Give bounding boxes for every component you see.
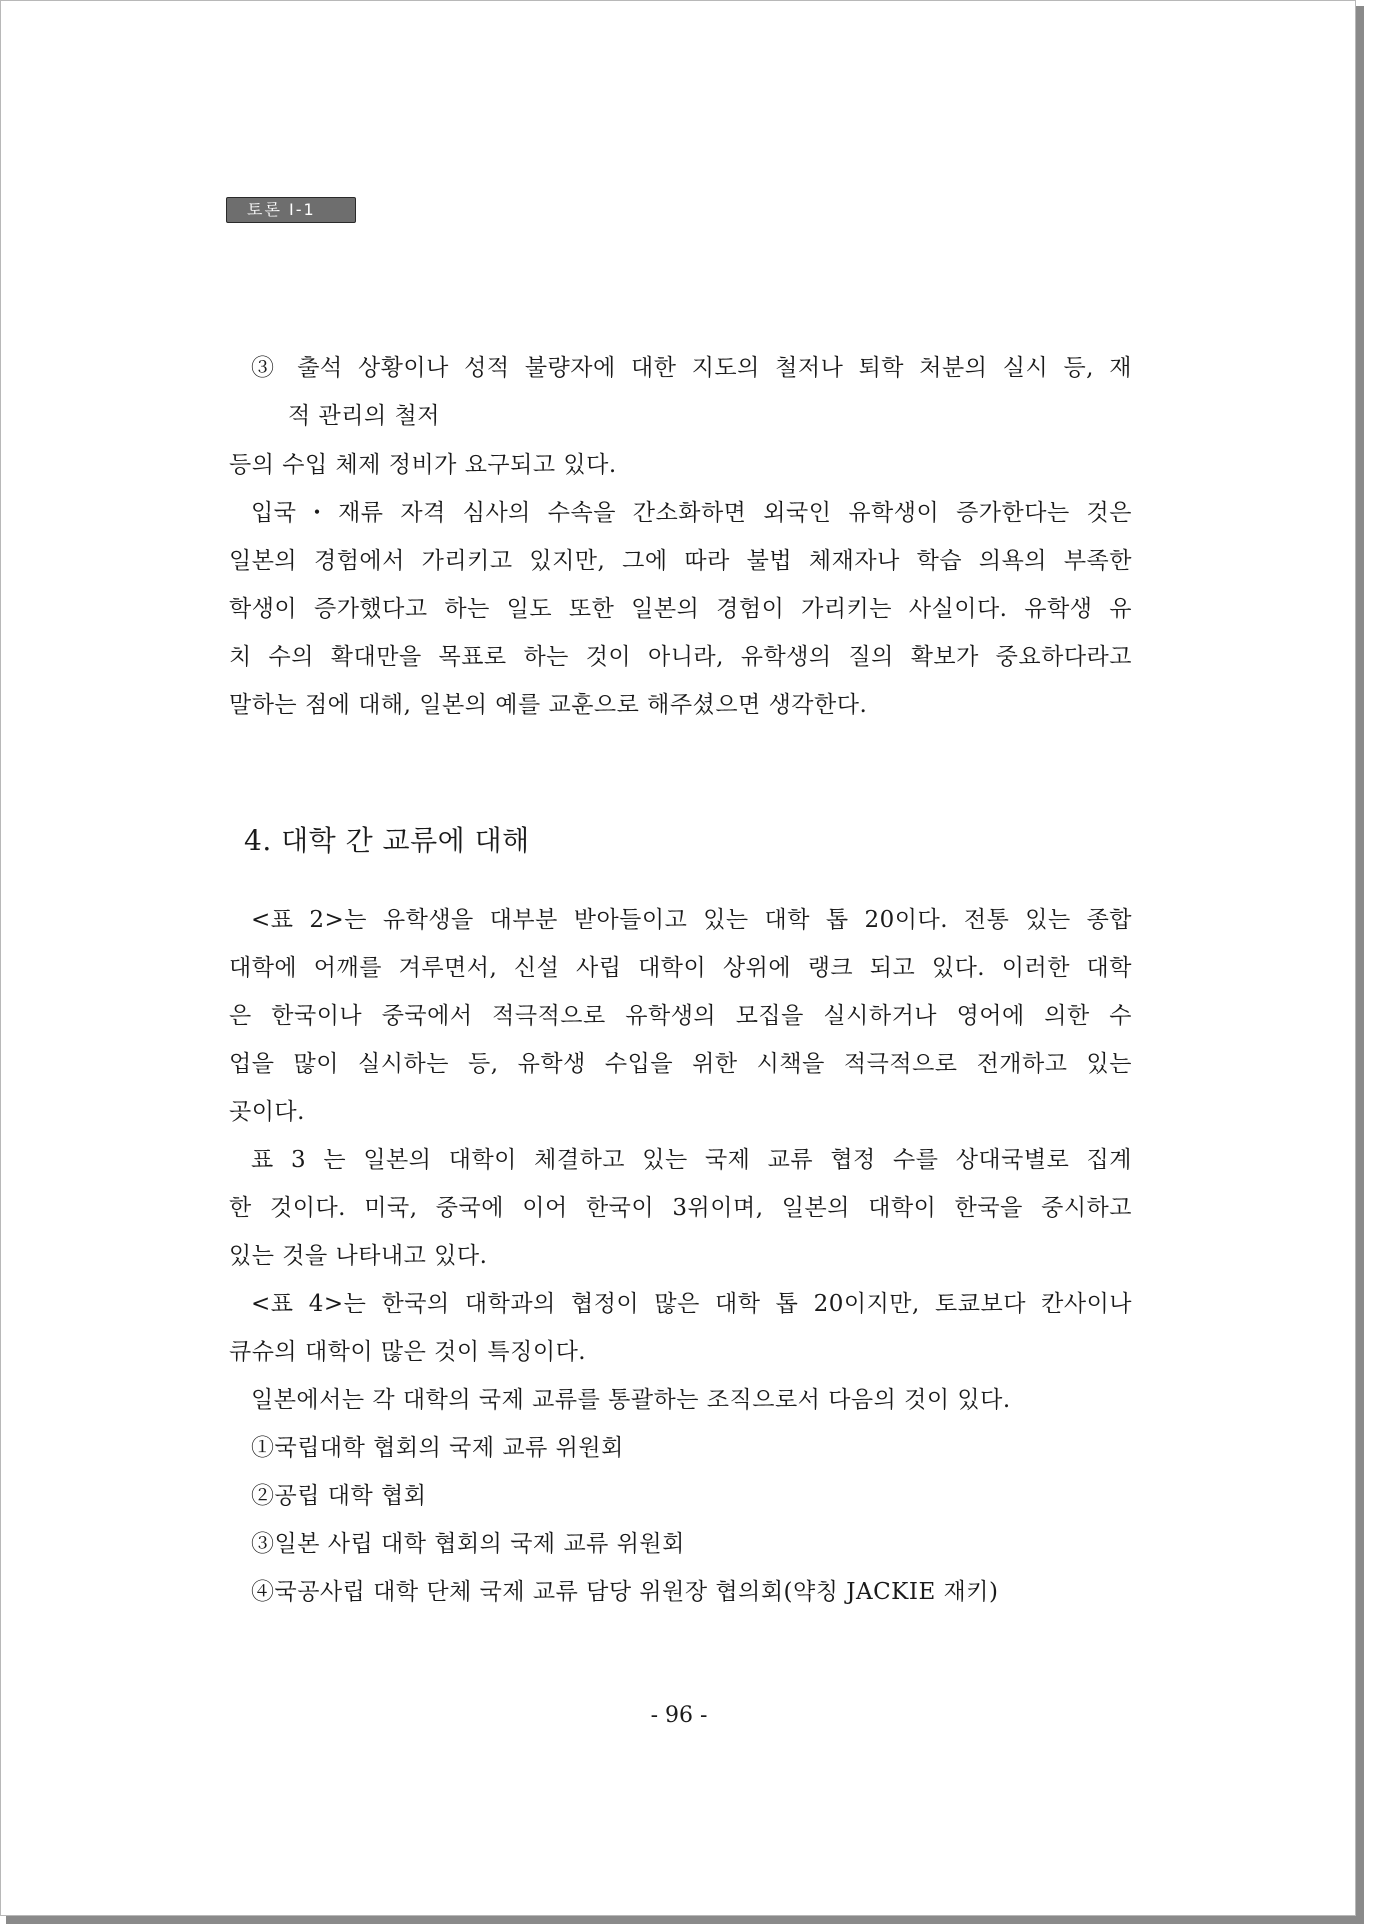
section4-line: 업을 많이 실시하는 등, 유학생 수입을 위한 시책을 적극적으로 전개하고 있는 <box>229 1051 1132 1077</box>
page-shadow-right <box>1356 6 1364 1922</box>
paragraph-line: 일본의 경험에서 가리키고 있지만, 그에 따라 불법 체재자나 학습 의욕의 부족한 <box>229 548 1132 574</box>
section-heading: 4. 대학 간 교류에 대해 <box>244 824 530 857</box>
section4-line: 큐슈의 대학이 많은 것이 특징이다. <box>229 1339 587 1365</box>
list-item: ①국립대학 협회의 국제 교류 위원회 <box>251 1435 624 1461</box>
section4-line: 표 3 는 일본의 대학이 체결하고 있는 국제 교류 협정 수를 상대국별로 집계 <box>251 1147 1132 1173</box>
section4-line: 곳이다. <box>229 1099 305 1125</box>
list-item: ④국공사립 대학 단체 국제 교류 담당 위원장 협의회(약칭 JACKIE 재키) <box>251 1579 999 1605</box>
paragraph-line: 학생이 증가했다고 하는 일도 또한 일본의 경험이 가리키는 사실이다. 유학생 유 <box>229 596 1132 622</box>
section4-line: 대학에 어깨를 겨루면서, 신설 사립 대학이 상위에 랭크 되고 있다. 이러한 대학 <box>229 955 1132 981</box>
paragraph-line: 등의 수입 체제 정비가 요구되고 있다. <box>229 452 617 478</box>
list-item: ③일본 사립 대학 협회의 국제 교류 위원회 <box>251 1531 685 1557</box>
section4-line: 일본에서는 각 대학의 국제 교류를 통괄하는 조직으로서 다음의 것이 있다. <box>251 1387 1011 1413</box>
section4-line: 은 한국이나 중국에서 적극적으로 유학생의 모집을 실시하거나 영어에 의한 수 <box>229 1003 1132 1029</box>
page-number: - 96 - <box>650 1703 708 1728</box>
list-item-3-line2: 적 관리의 철저 <box>288 403 440 429</box>
paragraph-line: 입국・재류 자격 심사의 수속을 간소화하면 외국인 유학생이 증가한다는 것은 <box>251 500 1132 526</box>
section4-line: <표 2>는 유학생을 대부분 받아들이고 있는 대학 톱 20이다. 전통 있는 종합 <box>251 907 1132 933</box>
section4-line: <표 4>는 한국의 대학과의 협정이 많은 대학 톱 20이지만, 토쿄보다 칸사이나 <box>251 1291 1132 1317</box>
section4-line: 한 것이다. 미국, 중국에 이어 한국이 3위이며, 일본의 대학이 한국을 중시하고 <box>229 1195 1132 1221</box>
list-item-3-line1: ③ 출석 상황이나 성적 불량자에 대한 지도의 철저나 퇴학 처분의 실시 등, 재 <box>251 355 1132 381</box>
list-item: ②공립 대학 협회 <box>251 1483 427 1509</box>
section4-line: 있는 것을 나타내고 있다. <box>229 1243 488 1269</box>
section-tag: 토론 Ⅰ-1 <box>226 197 356 223</box>
paragraph-line: 치 수의 확대만을 목표로 하는 것이 아니라, 유학생의 질의 확보가 중요하다라고 <box>229 644 1132 670</box>
paragraph-line: 말하는 점에 대해, 일본의 예를 교훈으로 해주셨으면 생각한다. <box>229 692 868 718</box>
page-shadow-bottom <box>6 1916 1364 1924</box>
